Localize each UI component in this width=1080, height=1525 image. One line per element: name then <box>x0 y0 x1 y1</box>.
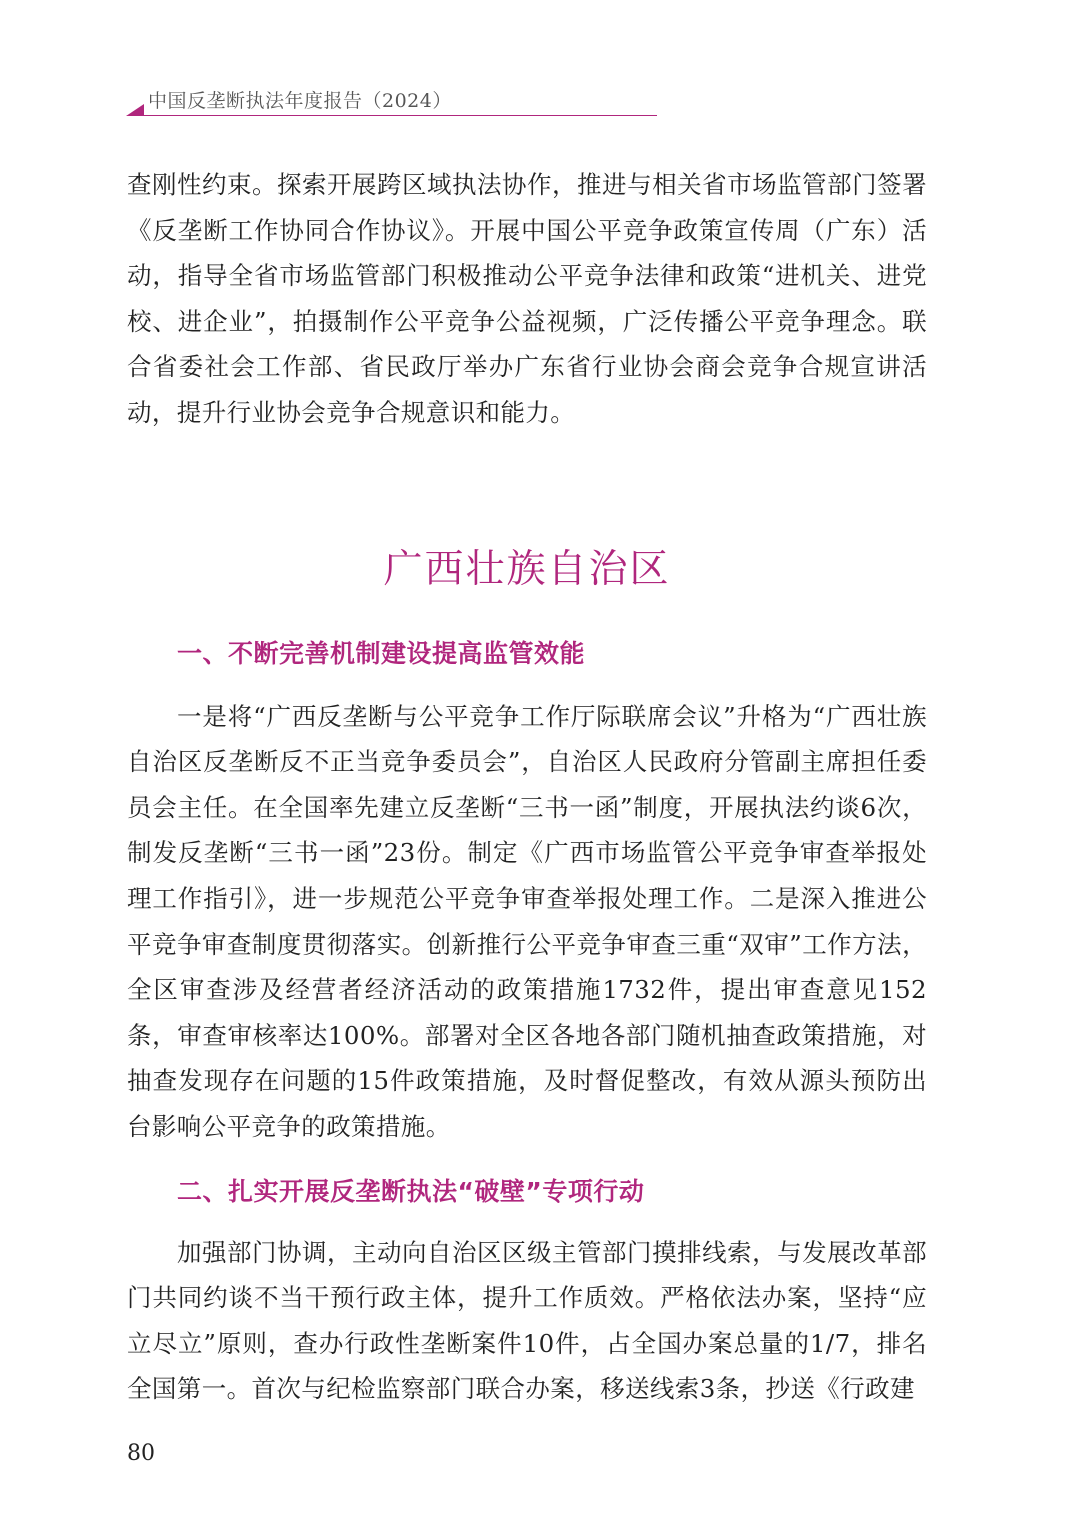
header-title: 中国反垄断执法年度报告（2024） <box>148 90 452 112</box>
header-triangle-icon <box>126 104 144 116</box>
subsection-paragraph-1: 一是将“广西反垄断与公平竞争工作厅际联席会议”升格为“广西壮族自治区反垄断反不正当竞争委员会”，自治区人民政府分管副主席担任委员会主任。在全国率先建立反垄断“三书一函”制度，开展执法约谈6次，制发反垄断“三书一函”23份。制定《广西市场监管公平竞争审查举报处理工作指引》，进一步规范公平竞争审查举报处理工作。二是深入推进公平竞争审查制度贯彻落实。创新推行公平竞争审查三重“双审”工作方法，全区审查涉及经营者经济活动的政策措施1732件，提出审查意见152条，审查审核率达100%。部署对全区各地各部门随机抽查政策措施，对抽查发现存在问题的15件政策措施，及时督促整改，有效从源头预防出台影响公平竞争的政策措施。 <box>127 701 927 1141</box>
header-divider <box>144 115 657 116</box>
intro-paragraph: 查刚性约束。探索开展跨区域执法协作，推进与相关省市场监管部门签署《反垄断工作协同合作协议》。开展中国公平竞争政策宣传周（广东）活动，指导全省市场监管部门积极推动公平竞争法律和政策“进机关、进党校、进企业”，拍摄制作公平竞争公益视频，广泛传播公平竞争理念。联合省委社会工作部、省民政厅举办广东省行业协会商会竞争合规宣讲活动，提升行业协会竞争合规意识和能力。 <box>127 170 927 427</box>
subsection-heading-2: 二、扎实开展反垄断执法“破壁”专项行动 <box>177 1176 645 1206</box>
running-header <box>112 88 657 118</box>
section-title: 广西壮族自治区 <box>383 546 671 592</box>
subsection-heading-1: 一、不断完善机制建设提高监管效能 <box>177 638 586 668</box>
subsection-paragraph-2: 加强部门协调，主动向自治区区级主管部门摸排线索，与发展改革部门共同约谈不当干预行政主体，提升工作质效。严格依法办案，坚持“应立尽立”原则，查办行政性垄断案件10件，占全国办案总量的1/7，排名全国第一。首次与纪检监察部门联合办案，移送线索3条，抄送《行政建 <box>127 1237 927 1404</box>
page-number: 80 <box>127 1441 155 1466</box>
page-content <box>127 162 927 1412</box>
